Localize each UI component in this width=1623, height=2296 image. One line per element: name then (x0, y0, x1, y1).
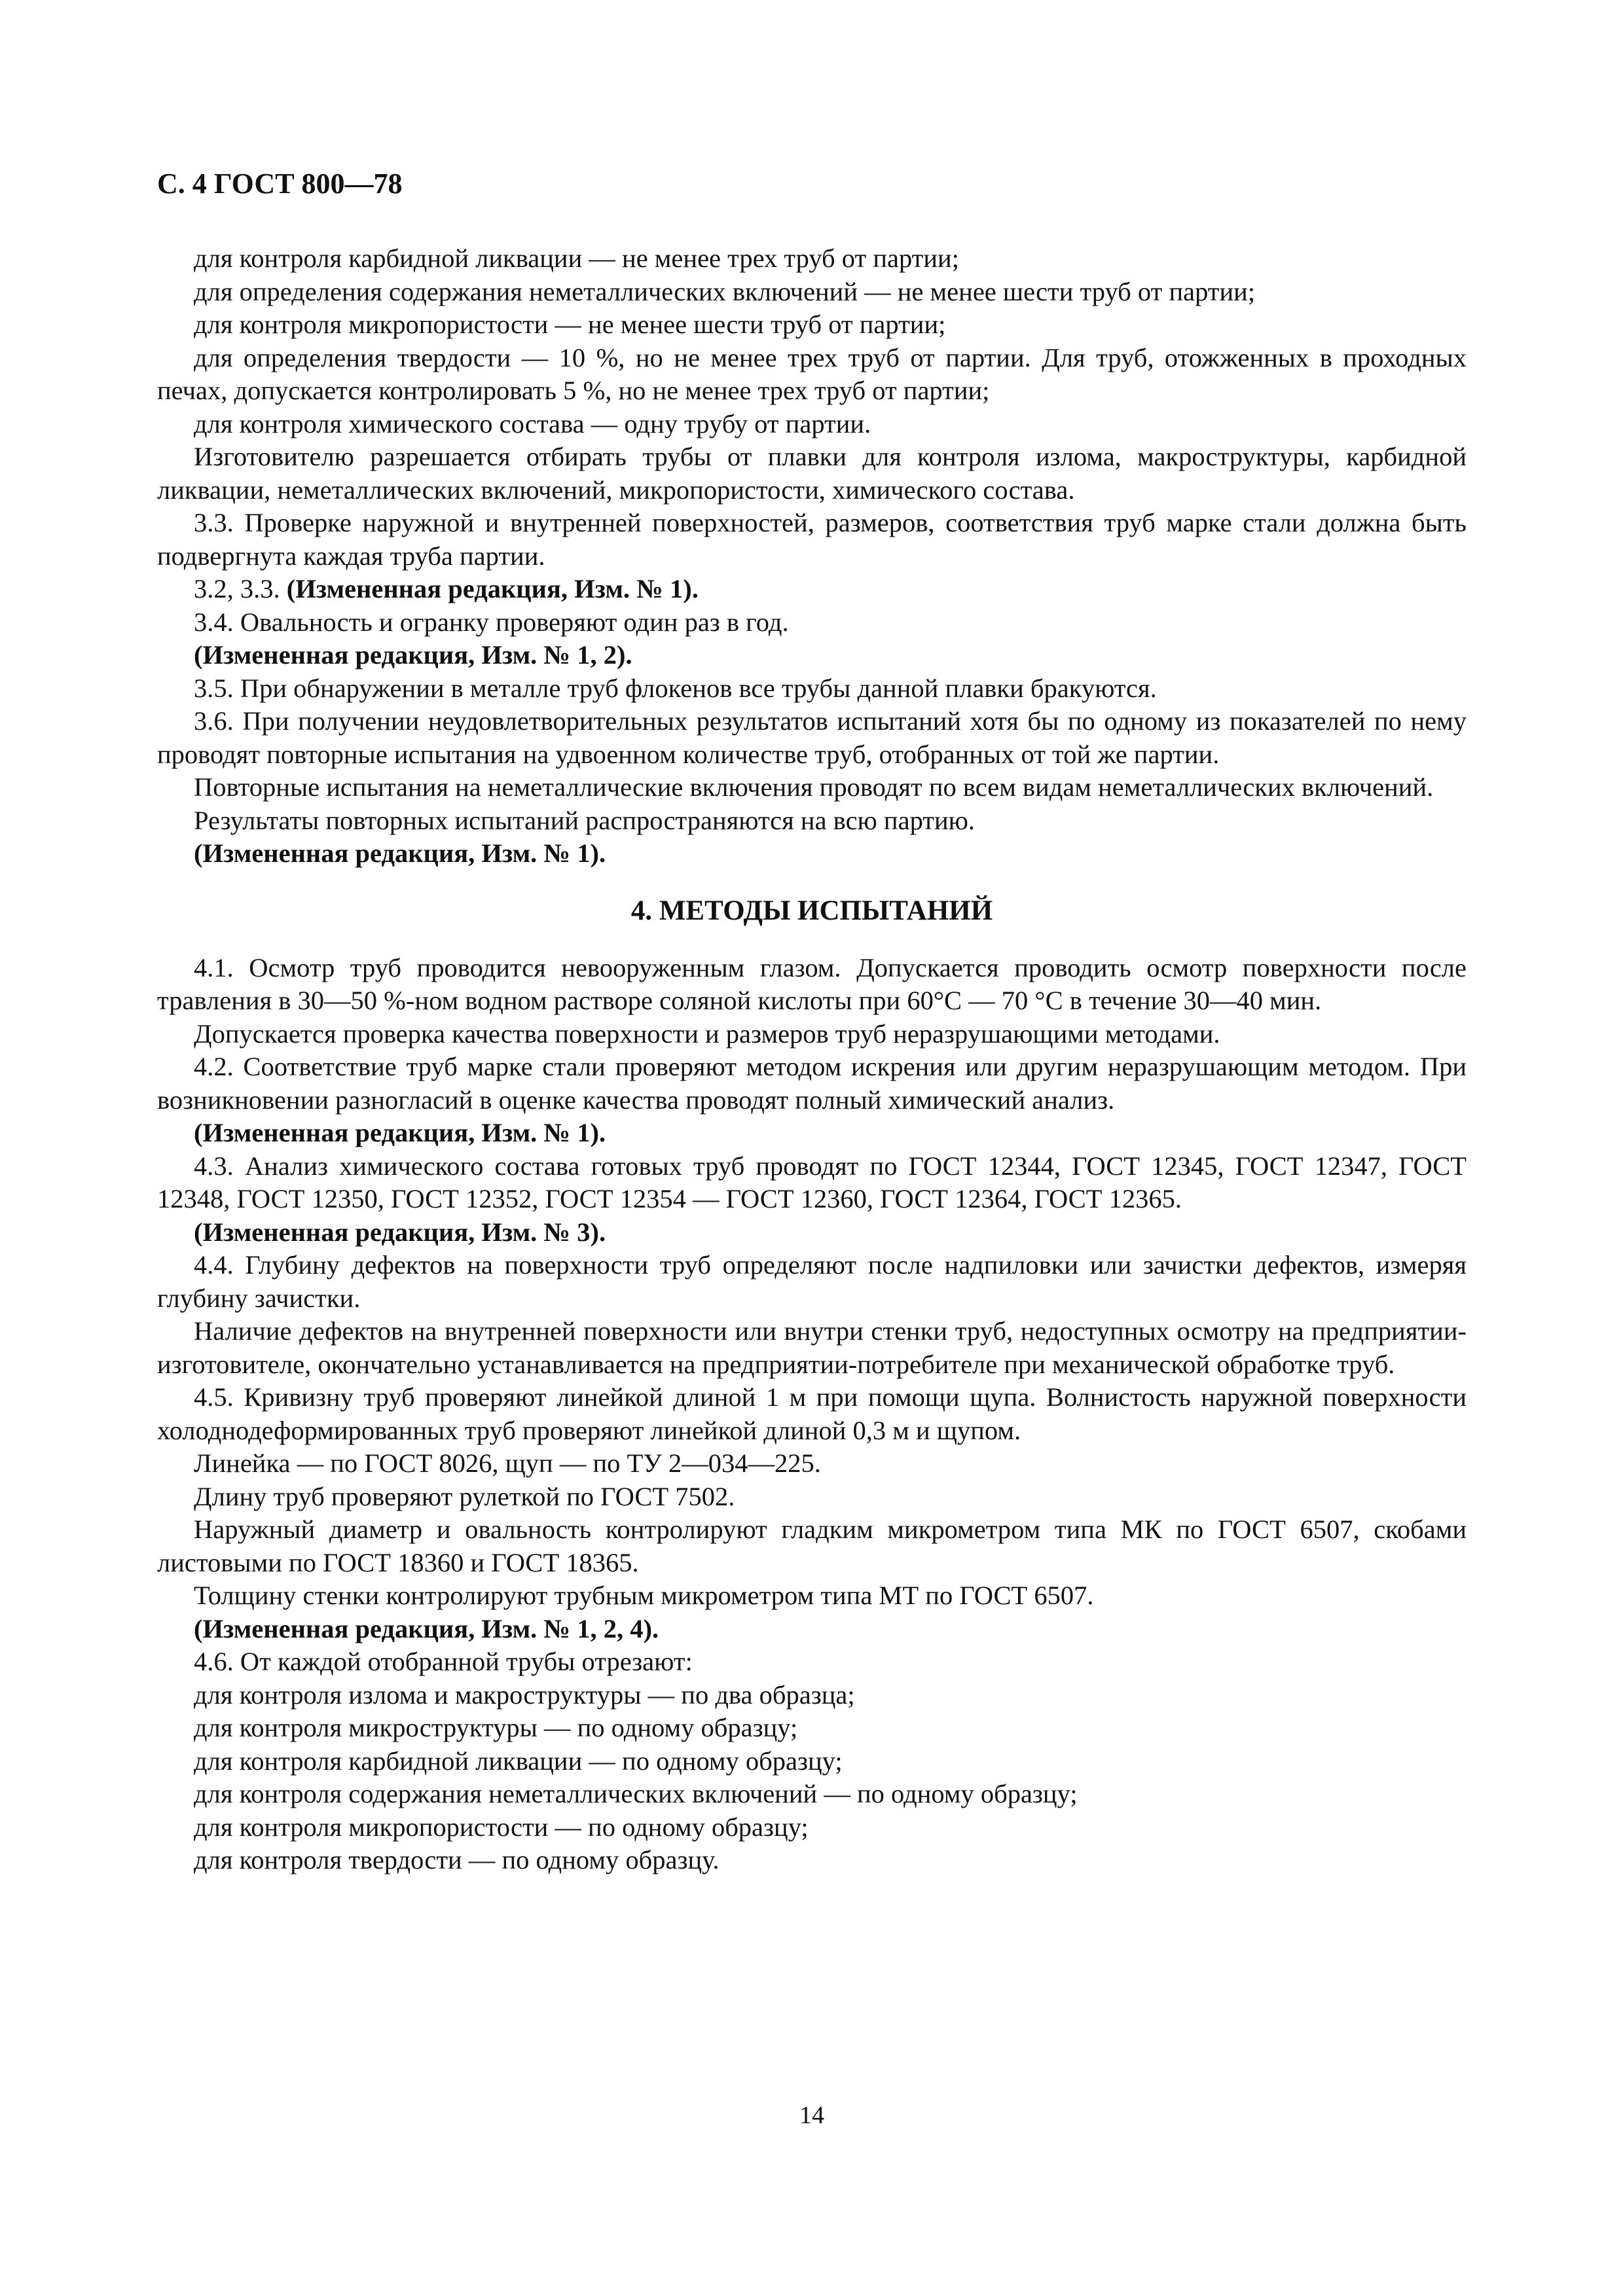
amendment-note: (Измененная редакция, Изм. № 1, 2). (194, 640, 632, 670)
paragraph-text: для определения содержания неметаллических включений — не менее шести труб от партии; (194, 276, 1256, 306)
paragraph-text: 4.4. Глубину дефектов на поверхности труб определяют после надпиловки или зачистки дефектов, измеряя глубину зачистки. (157, 1250, 1467, 1313)
paragraph (157, 1811, 1467, 1844)
paragraph (157, 440, 1467, 507)
paragraph (157, 1844, 1467, 1877)
paragraph (157, 952, 1467, 1018)
paragraph (157, 1645, 1467, 1679)
paragraph-text: 4.2. Соответствие труб марке стали проверяют методом искрения или другим неразрушающим методом. При возникновении разногласий в оценке качества проводят полный химический анализ. (157, 1052, 1467, 1115)
paragraph (157, 837, 1467, 870)
paragraph (157, 1513, 1467, 1579)
paragraph-text: 4.6. От каждой отобранной трубы отрезают: (194, 1647, 693, 1676)
paragraph-text: для контроля микроструктуры — по одному образцу; (194, 1713, 798, 1742)
paragraph (157, 1050, 1467, 1117)
amendment-note: (Измененная редакция, Изм. № 1). (286, 574, 699, 603)
paragraph (157, 1249, 1467, 1315)
page-number: 14 (799, 2102, 824, 2129)
paragraph (157, 606, 1467, 639)
paragraph (157, 804, 1467, 838)
paragraph-text: Допускается проверка качества поверхности и размеров труб неразрушающими методами. (194, 1018, 1220, 1049)
paragraph (157, 1679, 1467, 1712)
paragraph-text: Толщину стенки контролируют трубным микрометром типа МТ по ГОСТ 6507. (194, 1581, 1094, 1610)
paragraph (157, 573, 1467, 606)
paragraph-text: 3.2, 3.3. (194, 574, 287, 603)
paragraph-text: для контроля излома и макроструктуры — по два образца; (194, 1679, 855, 1710)
paragraph (157, 639, 1467, 672)
paragraph-text: Линейка — по ГОСТ 8026, щуп — по ТУ 2—034—225. (194, 1448, 821, 1478)
paragraph-text: Наличие дефектов на внутренней поверхности или внутри стенки труб, недоступных осмотру на предприятии-изготовителе, окончательно устанавливается на предприятии-потребителе при механической обработке труб. (157, 1316, 1467, 1379)
section-title: 4. МЕТОДЫ ИСПЫТАНИЙ (630, 895, 993, 926)
paragraph-text: для контроля содержания неметаллических включений — по одному образцу; (194, 1779, 1078, 1808)
paragraph (157, 705, 1467, 771)
paragraph-text: 4.3. Анализ химического состава готовых труб проводят по ГОСТ 12344, ГОСТ 12345, ГОСТ 12347, ГОСТ 12348, ГОСТ 12350, ГОСТ 12352, ГОСТ 12354 — ГОСТ 12360, ГОСТ 12364, ГОСТ 12365. (157, 1151, 1467, 1213)
paragraph (157, 408, 1467, 441)
paragraph (157, 308, 1467, 342)
paragraph-text: для контроля микропористости — по одному образцу; (194, 1812, 809, 1842)
paragraph-text: Результаты повторных испытаний распространяются на всю партию. (194, 805, 976, 835)
amendment-note: (Измененная редакция, Изм. № 3). (194, 1217, 606, 1247)
section-4-body (157, 952, 1467, 1877)
paragraph (157, 1150, 1467, 1216)
paragraph (157, 1745, 1467, 1778)
paragraph (157, 1216, 1467, 1249)
page-header: С. 4 ГОСТ 800—78 (157, 168, 403, 200)
paragraph-text: для контроля химического состава — одну трубу от партии. (194, 408, 871, 439)
paragraph (157, 1117, 1467, 1150)
body-text (157, 242, 1467, 1877)
paragraph (157, 1613, 1467, 1646)
paragraph (157, 1480, 1467, 1514)
paragraph-text: Повторные испытания на неметаллические включения проводят по всем видам неметаллических включений. (194, 772, 1434, 802)
section-3-continued (157, 242, 1467, 870)
paragraph-text: для контроля карбидной ликвации — по одному образцу; (194, 1746, 843, 1776)
paragraph (157, 1579, 1467, 1613)
paragraph-text: для контроля твердости — по одному образцу. (194, 1845, 720, 1874)
paragraph-text: для контроля микропористости — не менее шести труб от партии; (194, 310, 946, 339)
paragraph (157, 1315, 1467, 1381)
amendment-note: (Измененная редакция, Изм. № 1, 2, 4). (194, 1613, 659, 1643)
paragraph-text: 3.6. При получении неудовлетворительных результатов испытаний хотя бы по одному из показателей по нему проводят повторные испытания на удвоенном количестве труб, отобранных от той же партии. (157, 706, 1467, 769)
paragraph (157, 1447, 1467, 1480)
paragraph (157, 342, 1467, 408)
paragraph-text: 3.4. Овальность и огранку проверяют один раз в год. (194, 607, 789, 637)
paragraph-text: для определения твердости — 10 %, но не менее трех труб от партии. Для труб, отожженных в проходных печах, допускается контролировать 5 %, но не менее трех труб от партии; (157, 342, 1467, 405)
paragraph (157, 672, 1467, 706)
paragraph (157, 1018, 1467, 1051)
amendment-note: (Измененная редакция, Изм. № 1). (194, 838, 606, 868)
paragraph (157, 276, 1467, 309)
paragraph-text: 3.5. При обнаружении в металле труб флокенов все трубы данной плавки бракуются. (194, 673, 1157, 703)
paragraph-text: Длину труб проверяют рулеткой по ГОСТ 7502. (194, 1481, 735, 1511)
document-page (157, 0, 1467, 2296)
paragraph-text: 4.1. Осмотр труб проводится невооруженным глазом. Допускается проводить осмотр поверхности после травления в 30—50 %-ном водном растворе соляной кислоты при 60°С — 70 °С в течение 30—40 мин. (157, 952, 1467, 1015)
paragraph (157, 1778, 1467, 1811)
paragraph-text: Наружный диаметр и овальность контролируют гладким микрометром типа МК по ГОСТ 6507, скобами листовыми по ГОСТ 18360 и ГОСТ 18365. (157, 1515, 1467, 1577)
paragraph (157, 507, 1467, 573)
paragraph-text: 3.3. Проверке наружной и внутренней поверхностей, размеров, соответствия труб марке стали должна быть подвергнута каждая труба партии. (157, 508, 1467, 571)
paragraph-text: Изготовителю разрешается отбирать трубы от плавки для контроля излома, макроструктуры, карбидной ликвации, неметаллических включений, микропористости, химического состава. (157, 442, 1467, 505)
paragraph (157, 1712, 1467, 1745)
amendment-note: (Измененная редакция, Изм. № 1). (194, 1118, 606, 1147)
paragraph-text: для контроля карбидной ликвации — не менее трех труб от партии; (194, 243, 959, 273)
paragraph (157, 242, 1467, 276)
paragraph (157, 771, 1467, 804)
paragraph (157, 1381, 1467, 1447)
paragraph-text: 4.5. Кривизну труб проверяют линейкой длиной 1 м при помощи щупа. Волнистость наружной поверхности холоднодеформированных труб проверяют линейкой длиной 0,3 м и щупом. (157, 1382, 1467, 1445)
